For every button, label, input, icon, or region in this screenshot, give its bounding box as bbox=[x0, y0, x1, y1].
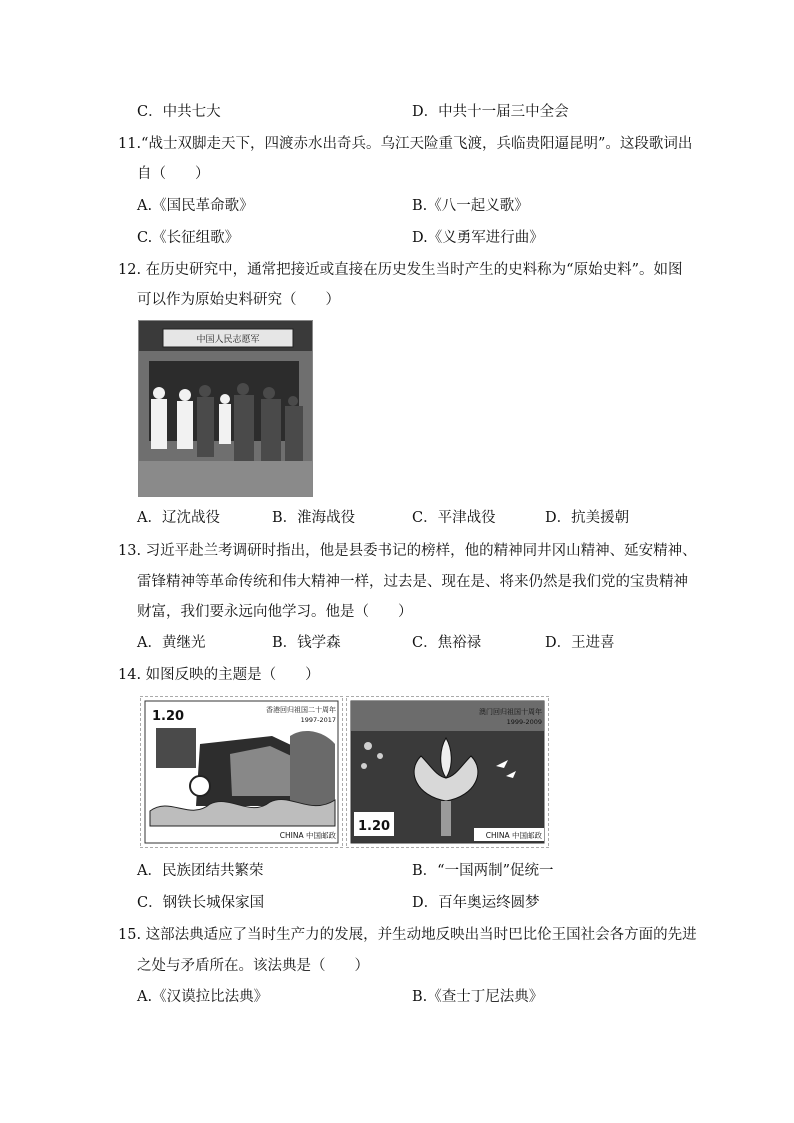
stamp-right-value: 1.20 bbox=[358, 819, 391, 834]
q12-option-d[interactable]: D．抗美援朝 bbox=[545, 510, 630, 526]
stamp-right-years: 1999-2009 bbox=[506, 718, 542, 726]
q12-option-c[interactable]: C．平津战役 bbox=[412, 510, 496, 526]
q13-stem-line2: 雷锋精神等革命传统和伟大精神一样，过去是、现在是、将来仍然是我们党的宝贵精神 bbox=[137, 574, 688, 590]
q11-option-a[interactable]: A.《国民革命歌》 bbox=[137, 198, 254, 214]
q13-stem-line3: 财富，我们要永远向他学习。他是（ ） bbox=[137, 604, 413, 620]
q12-stem-line1: 12. 在历史研究中，通常把接近或直接在历史发生当时产生的史料称为“原始史料”。如图 bbox=[118, 262, 683, 278]
q11-stem-line2: 自（ ） bbox=[137, 166, 210, 182]
stamp-left-title: 香港回归祖国二十周年 bbox=[266, 706, 336, 714]
q15-stem-line1: 15. 这部法典适应了当时生产力的发展，并生动地反映出当时巴比伦王国社会各方面的先进 bbox=[118, 927, 697, 943]
q14-option-b[interactable]: B．“一国两制”促统一 bbox=[412, 863, 554, 879]
q11-stem-line1: 11.“战士双脚走天下，四渡赤水出奇兵。乌江天险重飞渡，兵临贵阳逼昆明”。这段歌词出 bbox=[118, 136, 693, 152]
stamp-right-issuer: CHINA 中国邮政 bbox=[485, 831, 542, 840]
q12-historical-photo bbox=[138, 320, 313, 497]
q11-option-b[interactable]: B.《八一起义歌》 bbox=[412, 198, 529, 214]
q15-option-b[interactable]: B.《查士丁尼法典》 bbox=[412, 989, 544, 1005]
stamp-right-title: 澳门回归祖国十周年 bbox=[479, 708, 542, 716]
q15-option-a[interactable]: A.《汉谟拉比法典》 bbox=[137, 989, 269, 1005]
q12-stem-line2: 可以作为原始史料研究（ ） bbox=[137, 292, 340, 308]
q14-option-c[interactable]: C．钢铁长城保家国 bbox=[137, 895, 265, 911]
q13-stem-line1: 13. 习近平赴兰考调研时指出，他是县委书记的榜样，他的精神同井冈山精神、延安精神、 bbox=[118, 543, 697, 559]
q14-option-a[interactable]: A．民族团结共繁荣 bbox=[137, 863, 264, 879]
macao-stamp-icon bbox=[346, 696, 549, 848]
hong-kong-stamp-icon bbox=[140, 696, 343, 848]
q11-option-d[interactable]: D.《义勇军进行曲》 bbox=[412, 230, 544, 246]
q10-option-c[interactable]: C．中共七大 bbox=[137, 104, 221, 120]
macao-stamp bbox=[346, 696, 549, 848]
q13-option-d[interactable]: D．王进喜 bbox=[545, 635, 615, 651]
soldiers-photo-icon bbox=[139, 321, 312, 496]
q13-option-c[interactable]: C．焦裕禄 bbox=[412, 635, 482, 651]
q14-stem-line1: 14. 如图反映的主题是（ ） bbox=[118, 667, 320, 683]
stamp-left-issuer: CHINA 中国邮政 bbox=[279, 831, 336, 840]
q14-option-d[interactable]: D．百年奥运终圆梦 bbox=[412, 895, 540, 911]
q13-option-b[interactable]: B．钱学森 bbox=[272, 635, 341, 651]
q10-option-d[interactable]: D．中共十一届三中全会 bbox=[412, 104, 569, 120]
q12-option-a[interactable]: A．辽沈战役 bbox=[137, 510, 220, 526]
q11-option-c[interactable]: C.《长征组歌》 bbox=[137, 230, 240, 246]
q12-option-b[interactable]: B．淮海战役 bbox=[272, 510, 356, 526]
stamp-left-years: 1997-2017 bbox=[300, 716, 336, 724]
stamp-left-value: 1.20 bbox=[152, 709, 185, 724]
photo-banner-text: 中国人民志愿军 bbox=[196, 335, 260, 345]
hong-kong-stamp bbox=[140, 696, 343, 848]
q15-stem-line2: 之处与矛盾所在。该法典是（ ） bbox=[137, 958, 369, 974]
q13-option-a[interactable]: A．黄继光 bbox=[137, 635, 206, 651]
